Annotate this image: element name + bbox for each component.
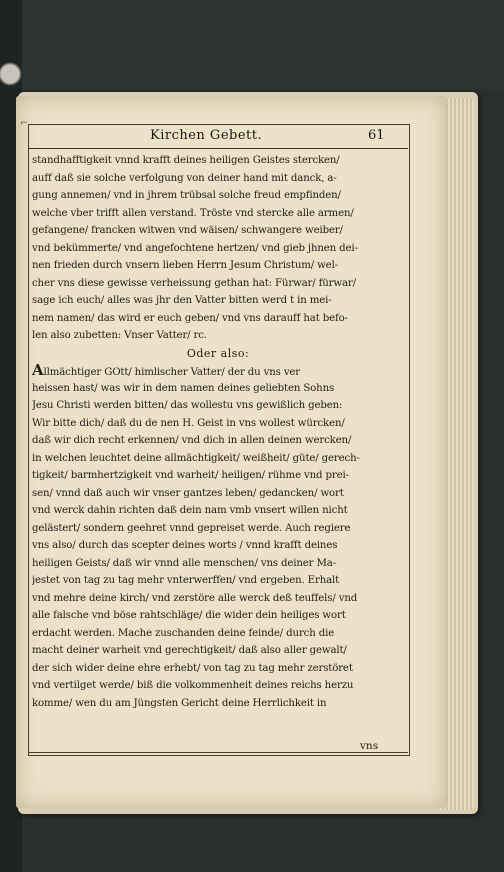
text-line: erdacht werden. Mache zuschanden deine feinde/ durch die bbox=[32, 627, 335, 639]
text-line: vnd werck dahin richten daß dein nam vmb vnsert willen nicht bbox=[32, 505, 348, 516]
text-line: gelästert/ sondern geehret vnnd gepreiset werde. Auch regiere bbox=[32, 522, 351, 534]
running-head: Kirchen Gebett. bbox=[150, 128, 263, 143]
text-line: vns also/ durch das scepter deines worts / vnnd krafft deines bbox=[32, 540, 338, 551]
text-line: heissen hast/ was wir in dem namen deines geliebten Sohns bbox=[32, 382, 335, 394]
text-line: vnd bekümmerte/ vnd angefochtene hertzen/ vnd gieb jhnen dei- bbox=[32, 242, 358, 254]
text-line: alle falsche vnd böse rahtschläge/ die wider dein heiliges wort bbox=[32, 610, 346, 621]
catchword: vns bbox=[360, 740, 379, 752]
text-line: cher vns diese gewisse verheissung gethan hat: Fürwar/ fürwar/ bbox=[32, 277, 356, 289]
text-line: len also zubetten: Vnser Vatter/ rc. bbox=[32, 330, 207, 341]
section-heading: Oder also: bbox=[186, 346, 250, 360]
text-line: sage ich euch/ alles was jhr den Vatter bitten werd t in mei- bbox=[32, 295, 332, 306]
text-line: daß wir dich recht erkennen/ vnd dich in allen deinen wercken/ bbox=[32, 435, 352, 446]
text-line: vnd mehre deine kirch/ vnd zerstöre alle werck deß teuffels/ vnd bbox=[32, 592, 358, 604]
text-line: jestet von tag zu tag mehr vnterwerffen/ vnd ergeben. Erhalt bbox=[32, 575, 340, 586]
text-line: vnd vertilget werde/ biß die volkommenheit deines reichs herzu bbox=[32, 680, 354, 691]
text-line: auff daß sie solche verfolgung von deiner hand mit danck, a- bbox=[32, 172, 337, 184]
text-line: nem namen/ das wird er euch geben/ vnd vns darauff hat befo- bbox=[32, 312, 348, 324]
text-line: heiligen Geists/ daß wir vnnd alle menschen/ vns deiner Ma- bbox=[32, 557, 336, 569]
text-line: macht deiner warheit vnd gerechtigkeit/ daß also aller gewalt/ bbox=[32, 645, 347, 656]
text-line: Wir bitte dich/ daß du de nen H. Geist in vns wollest würcken/ bbox=[32, 417, 345, 429]
backdrop-top bbox=[0, 0, 504, 90]
text-line-rest: llmächtiger GOtt/ himlischer Vatter/ der du vns ver bbox=[43, 367, 301, 378]
page-body bbox=[32, 152, 404, 712]
text-line: der sich wider deine ehre erhebt/ von tag zu tag mehr zerstöret bbox=[32, 662, 353, 674]
binding-clip bbox=[0, 54, 22, 94]
text-line: tigkeit/ barmhertzigkeit vnd warheit/ heiligen/ rühme vnd prei- bbox=[32, 470, 349, 481]
text-line: gung annemen/ vnd in jhrem trübsal solche freud empfinden/ bbox=[32, 190, 341, 201]
header-rule bbox=[28, 148, 408, 149]
page-number: 61 bbox=[368, 128, 385, 143]
drop-capital: A bbox=[32, 362, 44, 379]
text-line bbox=[32, 362, 404, 380]
text-line: sen/ vnnd daß auch wir vnser gantzes leben/ gedancken/ wort bbox=[32, 487, 344, 499]
text-line: gefangene/ francken witwen vnd wäisen/ schwangere weiber/ bbox=[32, 225, 343, 236]
backdrop-bottom bbox=[0, 815, 504, 872]
footer-rule bbox=[28, 752, 408, 753]
text-line: komme/ wen du am Jüngsten Gericht deine Herrlichkeit in bbox=[32, 697, 327, 709]
text-line: Jesu Christi werden bitten/ das wollestu vns gewißlich geben: bbox=[32, 400, 343, 411]
text-line: welche vber trifft allen verstand. Tröste vnd stercke alle armen/ bbox=[32, 207, 354, 219]
text-line: in welchen leuchtet deine allmächtigkeit/ weißheit/ güte/ gerech- bbox=[32, 452, 360, 464]
text-line: nen frieden durch vnsern lieben Herrn Jesum Christum/ wel- bbox=[32, 260, 338, 271]
gutter-mark: ⌐ bbox=[20, 118, 29, 129]
text-line: standhafftigkeit vnnd krafft deines heiligen Geistes stercken/ bbox=[32, 155, 340, 166]
